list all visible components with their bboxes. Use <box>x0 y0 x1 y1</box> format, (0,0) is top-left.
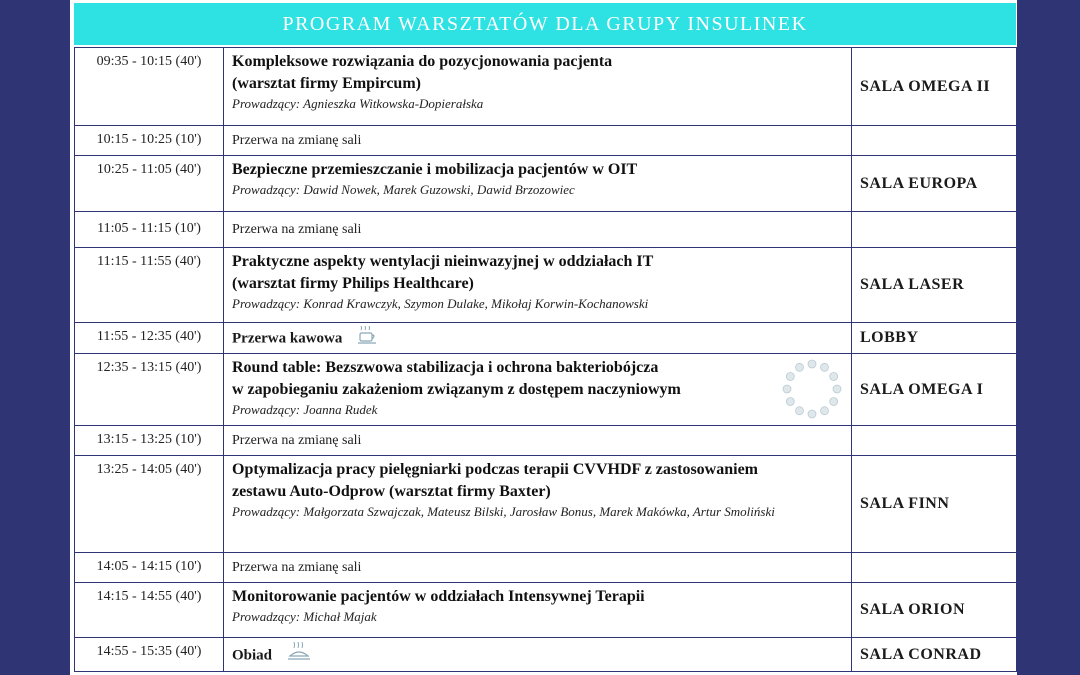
session-cell <box>224 156 852 212</box>
session-title-line: Round table: Bezszwowa stabilizacja i ochrona bakteriobójcza <box>232 359 659 376</box>
room-cell <box>852 126 1017 156</box>
session-title-line: Kompleksowe rozwiązania do pozycjonowania pacjenta <box>232 53 613 70</box>
schedule-table <box>74 47 1017 672</box>
session-cell <box>224 456 852 553</box>
session-title-line: (warsztat firmy Philips Healthcare) <box>232 275 474 292</box>
program-header <box>74 3 1016 45</box>
table-row <box>75 212 1017 248</box>
table-row <box>75 323 1017 354</box>
session-lead: Prowadzący: Małgorzata Szwajczak, Mateusz Bilski, Jarosław Bonus, Marek Makówka, Artur Smoliński <box>232 504 775 519</box>
session-title-line: w zapobieganiu zakażeniom związanym z dostępem naczyniowym <box>232 381 681 398</box>
session-cell <box>224 638 852 672</box>
session-lead: Prowadzący: Dawid Nowek, Marek Guzowski, Dawid Brzozowiec <box>232 182 575 197</box>
session-lead: Prowadzący: Joanna Rudek <box>232 402 378 417</box>
session-cell <box>224 583 852 638</box>
session-lead: Prowadzący: Michał Majak <box>232 609 377 624</box>
table-row <box>75 638 1017 672</box>
time-cell: 11:55 - 12:35 (40') <box>75 323 224 354</box>
lunch-plate-icon <box>287 642 311 668</box>
time-cell: 12:35 - 13:15 (40') <box>75 354 224 426</box>
table-row <box>75 426 1017 456</box>
time-cell: 10:15 - 10:25 (10') <box>75 126 224 156</box>
table-row <box>75 583 1017 638</box>
time-cell: 13:15 - 13:25 (10') <box>75 426 224 456</box>
room-cell <box>852 426 1017 456</box>
session-cell <box>224 553 852 583</box>
time-cell: 14:15 - 14:55 (40') <box>75 583 224 638</box>
break-text: Przerwa na zmianę sali <box>232 221 362 237</box>
time-cell: 14:55 - 15:35 (40') <box>75 638 224 672</box>
session-cell <box>224 48 852 126</box>
session-title-line: zestawu Auto-Odprow (warsztat firmy Baxter) <box>232 483 551 500</box>
time-cell: 11:15 - 11:55 (40') <box>75 248 224 323</box>
session-cell <box>224 426 852 456</box>
dotted-circle-icon <box>781 358 843 424</box>
room-cell: SALA EUROPA <box>852 156 1017 212</box>
break-text: Przerwa na zmianę sali <box>232 432 362 448</box>
time-cell: 11:05 - 11:15 (10') <box>75 212 224 248</box>
program-title: PROGRAM WARSZTATÓW DLA GRUPY INSULINEK <box>282 12 808 35</box>
session-cell <box>224 212 852 248</box>
room-cell: SALA ORION <box>852 583 1017 638</box>
program-page <box>70 0 1017 675</box>
break-text: Przerwa na zmianę sali <box>232 559 362 575</box>
room-cell: SALA LASER <box>852 248 1017 323</box>
break-text: Przerwa kawowa <box>232 330 343 347</box>
table-row <box>75 248 1017 323</box>
session-cell <box>224 248 852 323</box>
room-cell: LOBBY <box>852 323 1017 354</box>
table-row <box>75 126 1017 156</box>
left-frame-border <box>0 0 70 675</box>
room-cell: SALA FINN <box>852 456 1017 553</box>
time-cell: 13:25 - 14:05 (40') <box>75 456 224 553</box>
time-cell: 09:35 - 10:15 (40') <box>75 48 224 126</box>
table-row <box>75 48 1017 126</box>
session-lead: Prowadzący: Agnieszka Witkowska-Dopierałska <box>232 96 484 111</box>
session-cell <box>224 126 852 156</box>
time-cell: 10:25 - 11:05 (40') <box>75 156 224 212</box>
table-row <box>75 553 1017 583</box>
table-row <box>75 354 1017 426</box>
session-title-line: Bezpieczne przemieszczanie i mobilizacja pacjentów w OIT <box>232 161 638 178</box>
session-title-line: Praktyczne aspekty wentylacji nieinwazyjnej w oddziałach IT <box>232 253 654 270</box>
session-title-line: Monitorowanie pacjentów w oddziałach Intensywnej Terapii <box>232 588 645 605</box>
break-text: Obiad <box>232 647 273 663</box>
table-row <box>75 156 1017 212</box>
session-cell <box>224 354 852 426</box>
right-frame-border <box>1017 0 1080 675</box>
coffee-cup-icon <box>357 326 379 350</box>
table-row <box>75 456 1017 553</box>
break-text: Przerwa na zmianę sali <box>232 132 362 148</box>
session-title-line: Optymalizacja pracy pielęgniarki podczas terapii CVVHDF z zastosowaniem <box>232 461 759 478</box>
room-cell: SALA CONRAD <box>852 638 1017 672</box>
room-cell <box>852 553 1017 583</box>
room-cell: SALA OMEGA I <box>852 354 1017 426</box>
time-cell: 14:05 - 14:15 (10') <box>75 553 224 583</box>
session-cell <box>224 323 852 354</box>
session-lead: Prowadzący: Konrad Krawczyk, Szymon Dulake, Mikołaj Korwin-Kochanowski <box>232 296 649 311</box>
session-title-line: (warsztat firmy Empircum) <box>232 75 421 92</box>
room-cell <box>852 212 1017 248</box>
room-cell: SALA OMEGA II <box>852 48 1017 126</box>
